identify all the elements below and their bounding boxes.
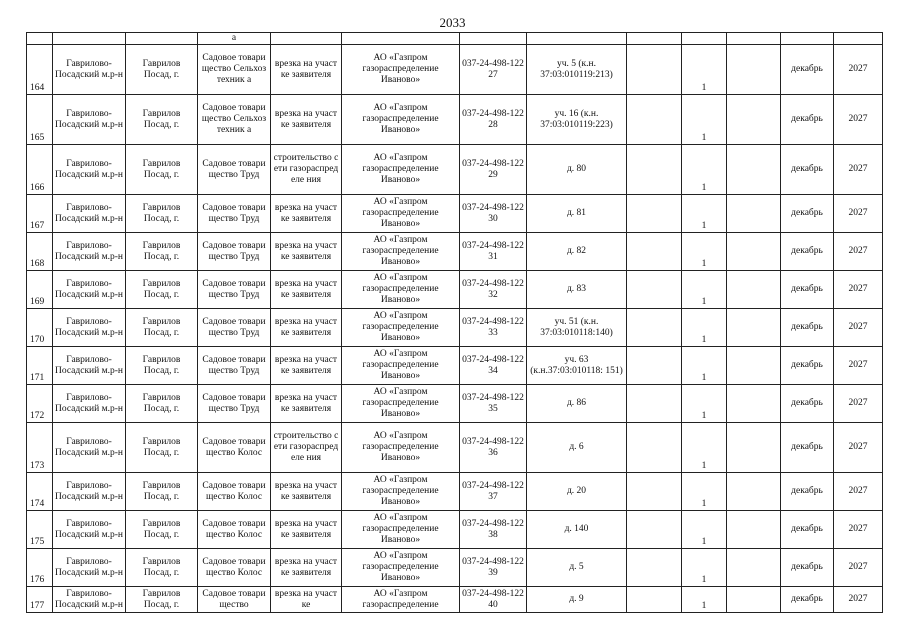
code-cell: 037-24-498-12228	[460, 95, 527, 145]
code-cell: 037-24-498-12240	[460, 587, 527, 613]
work-type-cell: врезка на участке заявителя	[271, 45, 342, 95]
empty-cell	[627, 45, 682, 95]
code-cell: 037-24-498-12235	[460, 385, 527, 423]
year-cell: 2027	[834, 423, 883, 473]
district-cell: Гаврилово-Посадский м.р-н	[53, 271, 126, 309]
address-cell: д. 6	[527, 423, 627, 473]
table-row	[27, 423, 883, 473]
table-row	[27, 309, 883, 347]
quantity-cell: 1	[682, 511, 727, 549]
district-cell: Гаврилово-Посадский м.р-н	[53, 549, 126, 587]
work-type-cell: врезка на участке	[271, 587, 342, 613]
address-cell: д. 140	[527, 511, 627, 549]
month-cell: декабрь	[781, 195, 834, 233]
row-number-cell: 175	[27, 511, 53, 549]
empty-cell	[627, 195, 682, 233]
year-cell: 2027	[834, 233, 883, 271]
row-number-cell: 177	[27, 587, 53, 613]
city-cell: Гаврилов Посад, г.	[126, 511, 198, 549]
settlement-cell: Садовое товарищество Сельхозтехник а	[198, 45, 271, 95]
month-cell: декабрь	[781, 511, 834, 549]
address-cell: д. 5	[527, 549, 627, 587]
city-cell: Гаврилов Посад, г.	[126, 95, 198, 145]
organization-cell: АО «Газпром газораспределение Иваново»	[342, 45, 460, 95]
work-type-cell: врезка на участке заявителя	[271, 195, 342, 233]
address-cell: д. 82	[527, 233, 627, 271]
district-cell: Гаврилово-Посадский м.р-н	[53, 95, 126, 145]
quantity-cell: 1	[682, 145, 727, 195]
empty-cell	[727, 309, 781, 347]
row-number-cell: 172	[27, 385, 53, 423]
year-cell: 2027	[834, 511, 883, 549]
work-type-cell: врезка на участке заявителя	[271, 95, 342, 145]
settlement-cell: а	[198, 33, 271, 45]
empty-cell	[727, 549, 781, 587]
quantity-cell: 1	[682, 233, 727, 271]
settlement-cell: Садовое товарищество Труд	[198, 233, 271, 271]
settlement-cell: Садовое товарищество Труд	[198, 385, 271, 423]
settlement-cell: Садовое товарищество Колос	[198, 473, 271, 511]
year-cell: 2027	[834, 271, 883, 309]
organization-cell: АО «Газпром газораспределение Иваново»	[342, 195, 460, 233]
work-type-cell: врезка на участке заявителя	[271, 473, 342, 511]
city-cell: Гаврилов Посад, г.	[126, 45, 198, 95]
month-cell: декабрь	[781, 145, 834, 195]
quantity-cell: 1	[682, 473, 727, 511]
city-cell: Гаврилов Посад, г.	[126, 309, 198, 347]
address-cell: д. 20	[527, 473, 627, 511]
settlement-cell: Садовое товарищество Труд	[198, 347, 271, 385]
empty-cell	[627, 347, 682, 385]
organization-cell: АО «Газпром газораспределение Иваново»	[342, 145, 460, 195]
work-type-cell: врезка на участке заявителя	[271, 233, 342, 271]
organization-cell: АО «Газпром газораспределение Иваново»	[342, 511, 460, 549]
organization-cell: АО «Газпром газораспределение Иваново»	[342, 423, 460, 473]
district-cell: Гаврилово-Посадский м.р-н	[53, 145, 126, 195]
city-cell: Гаврилов Посад, г.	[126, 195, 198, 233]
organization-cell: АО «Газпром газораспределение Иваново»	[342, 473, 460, 511]
city-cell: Гаврилов Посад, г.	[126, 233, 198, 271]
work-type-cell: строительство сети газораспределе ния	[271, 145, 342, 195]
year-cell: 2027	[834, 385, 883, 423]
row-number-cell: 168	[27, 233, 53, 271]
district-cell: Гаврилово-Посадский м.р-н	[53, 587, 126, 613]
settlement-cell: Садовое товарищество Труд	[198, 195, 271, 233]
code-cell: 037-24-498-12230	[460, 195, 527, 233]
district-cell: Гаврилово-Посадский м.р-н	[53, 511, 126, 549]
row-number-cell: 167	[27, 195, 53, 233]
organization-cell: АО «Газпром газораспределение	[342, 587, 460, 613]
work-type-cell: врезка на участке заявителя	[271, 511, 342, 549]
settlement-cell: Садовое товарищество Колос	[198, 423, 271, 473]
month-cell: декабрь	[781, 587, 834, 613]
code-cell: 037-24-498-12237	[460, 473, 527, 511]
work-type-cell: врезка на участке заявителя	[271, 549, 342, 587]
row-number-cell: 174	[27, 473, 53, 511]
code-cell: 037-24-498-12239	[460, 549, 527, 587]
empty-cell	[727, 423, 781, 473]
quantity-cell: 1	[682, 423, 727, 473]
empty-cell	[627, 145, 682, 195]
empty-cell	[627, 511, 682, 549]
empty-cell	[727, 473, 781, 511]
code-cell: 037-24-498-12236	[460, 423, 527, 473]
month-cell: декабрь	[781, 45, 834, 95]
organization-cell: АО «Газпром газораспределение Иваново»	[342, 385, 460, 423]
empty-cell	[727, 195, 781, 233]
work-type-cell: врезка на участке заявителя	[271, 385, 342, 423]
table-row-continuation	[27, 33, 883, 45]
year-cell: 2027	[834, 195, 883, 233]
table-row	[27, 385, 883, 423]
empty-cell	[727, 95, 781, 145]
row-number-cell: 169	[27, 271, 53, 309]
settlement-cell: Садовое товарищество Колос	[198, 549, 271, 587]
settlement-cell: Садовое товарищество	[198, 587, 271, 613]
city-cell: Гаврилов Посад, г.	[126, 271, 198, 309]
row-number-cell: 173	[27, 423, 53, 473]
city-cell: Гаврилов Посад, г.	[126, 549, 198, 587]
empty-cell	[727, 45, 781, 95]
empty-cell	[727, 233, 781, 271]
year-cell: 2027	[834, 309, 883, 347]
empty-cell	[627, 587, 682, 613]
quantity-cell: 1	[682, 45, 727, 95]
settlement-cell: Садовое товарищество Сельхозтехник а	[198, 95, 271, 145]
settlement-cell: Садовое товарищество Труд	[198, 309, 271, 347]
address-cell: д. 80	[527, 145, 627, 195]
row-number-cell: 165	[27, 95, 53, 145]
row-number-cell: 170	[27, 309, 53, 347]
table-row	[27, 549, 883, 587]
empty-cell	[627, 473, 682, 511]
district-cell: Гаврилово-Посадский м.р-н	[53, 233, 126, 271]
month-cell: декабрь	[781, 95, 834, 145]
table-row	[27, 347, 883, 385]
address-cell: уч. 63 (к.н.37:03:010118: 151)	[527, 347, 627, 385]
table-row	[27, 587, 883, 613]
month-cell: декабрь	[781, 473, 834, 511]
month-cell: декабрь	[781, 271, 834, 309]
code-cell: 037-24-498-12234	[460, 347, 527, 385]
code-cell: 037-24-498-12231	[460, 233, 527, 271]
district-cell: Гаврилово-Посадский м.р-н	[53, 195, 126, 233]
row-number-cell: 171	[27, 347, 53, 385]
city-cell: Гаврилов Посад, г.	[126, 473, 198, 511]
organization-cell: АО «Газпром газораспределение Иваново»	[342, 233, 460, 271]
data-table	[26, 32, 883, 613]
address-cell: д. 9	[527, 587, 627, 613]
address-cell: уч. 5 (к.н. 37:03:010119:213)	[527, 45, 627, 95]
empty-cell	[627, 309, 682, 347]
table-row	[27, 145, 883, 195]
row-number-cell: 164	[27, 45, 53, 95]
code-cell: 037-24-498-12232	[460, 271, 527, 309]
table-row	[27, 271, 883, 309]
table-row	[27, 511, 883, 549]
year-cell: 2027	[834, 145, 883, 195]
quantity-cell: 1	[682, 271, 727, 309]
address-cell: д. 81	[527, 195, 627, 233]
month-cell: декабрь	[781, 347, 834, 385]
row-number-cell: 176	[27, 549, 53, 587]
empty-cell	[727, 385, 781, 423]
district-cell: Гаврилово-Посадский м.р-н	[53, 473, 126, 511]
row-number-cell: 166	[27, 145, 53, 195]
year-cell: 2027	[834, 45, 883, 95]
table-row	[27, 233, 883, 271]
address-cell: д. 83	[527, 271, 627, 309]
empty-cell	[727, 271, 781, 309]
empty-cell	[627, 549, 682, 587]
district-cell: Гаврилово-Посадский м.р-н	[53, 309, 126, 347]
month-cell: декабрь	[781, 423, 834, 473]
empty-cell	[627, 423, 682, 473]
organization-cell: АО «Газпром газораспределение Иваново»	[342, 347, 460, 385]
quantity-cell: 1	[682, 549, 727, 587]
year-cell: 2027	[834, 95, 883, 145]
district-cell: Гаврилово-Посадский м.р-н	[53, 423, 126, 473]
organization-cell: АО «Газпром газораспределение Иваново»	[342, 309, 460, 347]
code-cell: 037-24-498-12238	[460, 511, 527, 549]
empty-cell	[627, 271, 682, 309]
empty-cell	[727, 145, 781, 195]
year-cell: 2027	[834, 473, 883, 511]
city-cell: Гаврилов Посад, г.	[126, 385, 198, 423]
settlement-cell: Садовое товарищество Труд	[198, 145, 271, 195]
month-cell: декабрь	[781, 549, 834, 587]
month-cell: декабрь	[781, 385, 834, 423]
address-cell: уч. 51 (к.н. 37:03:010118:140)	[527, 309, 627, 347]
district-cell: Гаврилово-Посадский м.р-н	[53, 347, 126, 385]
district-cell: Гаврилово-Посадский м.р-н	[53, 45, 126, 95]
quantity-cell: 1	[682, 347, 727, 385]
code-cell: 037-24-498-12233	[460, 309, 527, 347]
organization-cell: АО «Газпром газораспределение Иваново»	[342, 271, 460, 309]
empty-cell	[727, 511, 781, 549]
quantity-cell: 1	[682, 587, 727, 613]
empty-cell	[627, 385, 682, 423]
work-type-cell: врезка на участке заявителя	[271, 347, 342, 385]
work-type-cell: врезка на участке заявителя	[271, 309, 342, 347]
table-row	[27, 473, 883, 511]
quantity-cell: 1	[682, 309, 727, 347]
empty-cell	[627, 233, 682, 271]
year-cell: 2027	[834, 549, 883, 587]
quantity-cell: 1	[682, 195, 727, 233]
table-row	[27, 45, 883, 95]
month-cell: декабрь	[781, 233, 834, 271]
empty-cell	[727, 347, 781, 385]
table-row	[27, 195, 883, 233]
organization-cell: АО «Газпром газораспределение Иваново»	[342, 549, 460, 587]
code-cell: 037-24-498-12229	[460, 145, 527, 195]
organization-cell: АО «Газпром газораспределение Иваново»	[342, 95, 460, 145]
year-cell: 2027	[834, 587, 883, 613]
quantity-cell: 1	[682, 95, 727, 145]
empty-cell	[727, 587, 781, 613]
city-cell: Гаврилов Посад, г.	[126, 347, 198, 385]
city-cell: Гаврилов Посад, г.	[126, 587, 198, 613]
address-cell: д. 86	[527, 385, 627, 423]
page-number: 2033	[439, 15, 466, 30]
work-type-cell: врезка на участке заявителя	[271, 271, 342, 309]
settlement-cell: Садовое товарищество Колос	[198, 511, 271, 549]
year-cell: 2027	[834, 347, 883, 385]
month-cell: декабрь	[781, 309, 834, 347]
quantity-cell: 1	[682, 385, 727, 423]
settlement-cell: Садовое товарищество Труд	[198, 271, 271, 309]
code-cell: 037-24-498-12227	[460, 45, 527, 95]
empty-cell	[627, 95, 682, 145]
work-type-cell: строительство сети газораспределе ния	[271, 423, 342, 473]
table-row	[27, 95, 883, 145]
city-cell: Гаврилов Посад, г.	[126, 423, 198, 473]
city-cell: Гаврилов Посад, г.	[126, 145, 198, 195]
district-cell: Гаврилово-Посадский м.р-н	[53, 385, 126, 423]
address-cell: уч. 16 (к.н. 37:03:010119:223)	[527, 95, 627, 145]
